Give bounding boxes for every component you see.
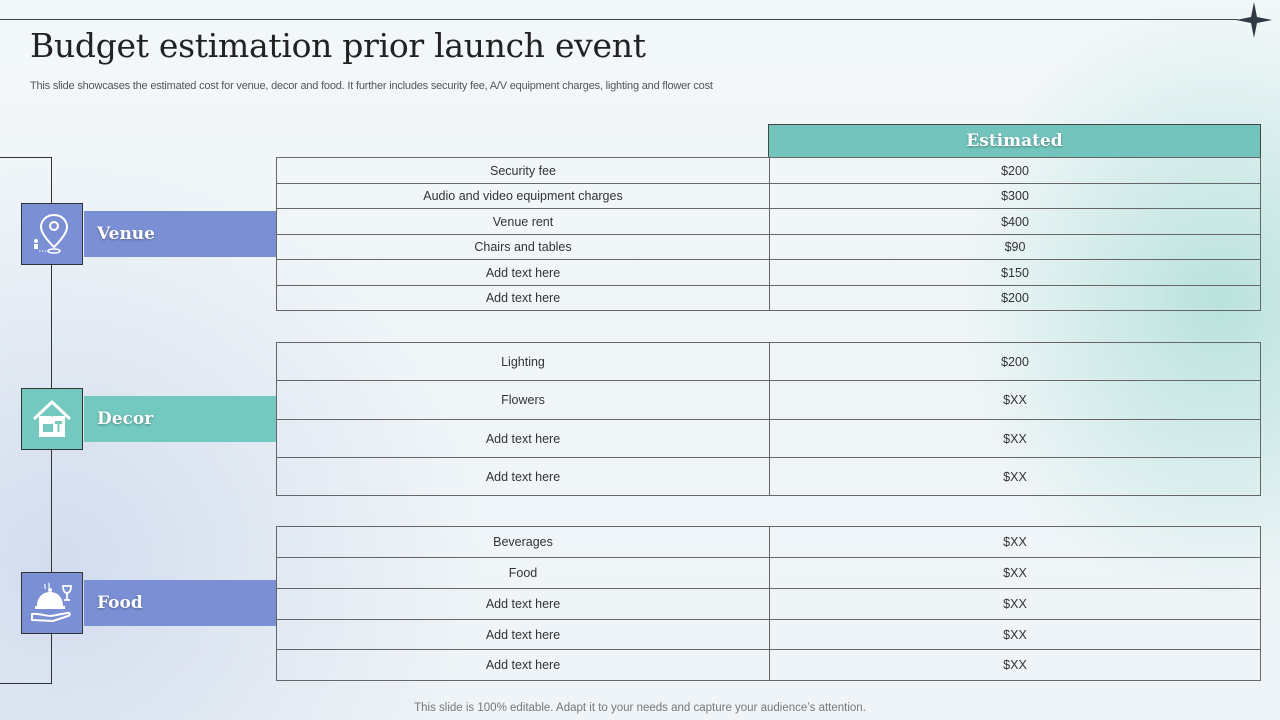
cost-cell: $90 <box>770 235 1261 260</box>
house-icon <box>30 397 74 441</box>
table-row <box>277 381 1261 420</box>
sparkle-star-icon <box>1236 2 1272 38</box>
table-row <box>277 620 1261 650</box>
estimated-column-header: Estimated <box>768 124 1261 158</box>
category-bar-food <box>84 580 276 626</box>
table-row <box>277 260 1261 286</box>
cost-cell: $200 <box>770 343 1261 381</box>
category-icon-box-decor <box>21 388 83 450</box>
decor-cost-table <box>276 342 1261 496</box>
category-bar-venue <box>84 211 276 257</box>
cost-cell: $XX <box>770 589 1261 620</box>
table-row <box>277 558 1261 589</box>
item-cell: Add text here <box>277 458 770 496</box>
item-cell: Audio and video equipment charges <box>277 184 770 209</box>
item-cell: Beverages <box>277 527 770 558</box>
item-cell: Add text here <box>277 286 770 311</box>
category-icon-box-venue <box>21 203 83 265</box>
food-service-icon <box>29 580 75 626</box>
page-subtitle: This slide showcases the estimated cost for venue, decor and food. It further includes security fee, A/V equipment charges, lighting and flower cost <box>30 80 713 92</box>
cost-cell: $300 <box>770 184 1261 209</box>
cost-cell: $XX <box>770 620 1261 650</box>
item-cell: Add text here <box>277 420 770 458</box>
item-cell: Venue rent <box>277 209 770 235</box>
page-title: Budget estimation prior launch event <box>30 26 646 65</box>
venue-cost-table <box>276 157 1261 311</box>
item-cell: Security fee <box>277 158 770 184</box>
category-label: Venue <box>97 224 155 244</box>
footer-note: This slide is 100% editable. Adapt it to your needs and capture your audience’s attention. <box>414 702 866 714</box>
item-cell: Food <box>277 558 770 589</box>
table-row <box>277 589 1261 620</box>
category-label: Food <box>97 593 143 613</box>
food-cost-table <box>276 526 1261 681</box>
cost-cell: $XX <box>770 558 1261 589</box>
table-row <box>277 235 1261 260</box>
item-cell: Flowers <box>277 381 770 420</box>
category-bar-decor <box>84 396 276 442</box>
cost-cell: $XX <box>770 381 1261 420</box>
cost-cell: $XX <box>770 420 1261 458</box>
category-icon-box-food <box>21 572 83 634</box>
cost-cell: $XX <box>770 650 1261 681</box>
item-cell: Add text here <box>277 650 770 681</box>
table-row <box>277 343 1261 381</box>
table-row <box>277 458 1261 496</box>
cost-cell: $400 <box>770 209 1261 235</box>
location-pin-icon <box>29 211 75 257</box>
item-cell: Add text here <box>277 620 770 650</box>
table-row <box>277 650 1261 681</box>
category-label: Decor <box>97 409 154 429</box>
cost-cell: $150 <box>770 260 1261 286</box>
table-row <box>277 184 1261 209</box>
cost-cell: $200 <box>770 158 1261 184</box>
table-row <box>277 209 1261 235</box>
top-divider-line <box>0 19 1238 20</box>
item-cell: Lighting <box>277 343 770 381</box>
table-row <box>277 527 1261 558</box>
table-row <box>277 286 1261 311</box>
table-row <box>277 158 1261 184</box>
item-cell: Add text here <box>277 260 770 286</box>
item-cell: Chairs and tables <box>277 235 770 260</box>
table-row <box>277 420 1261 458</box>
cost-cell: $200 <box>770 286 1261 311</box>
cost-cell: $XX <box>770 527 1261 558</box>
cost-cell: $XX <box>770 458 1261 496</box>
item-cell: Add text here <box>277 589 770 620</box>
